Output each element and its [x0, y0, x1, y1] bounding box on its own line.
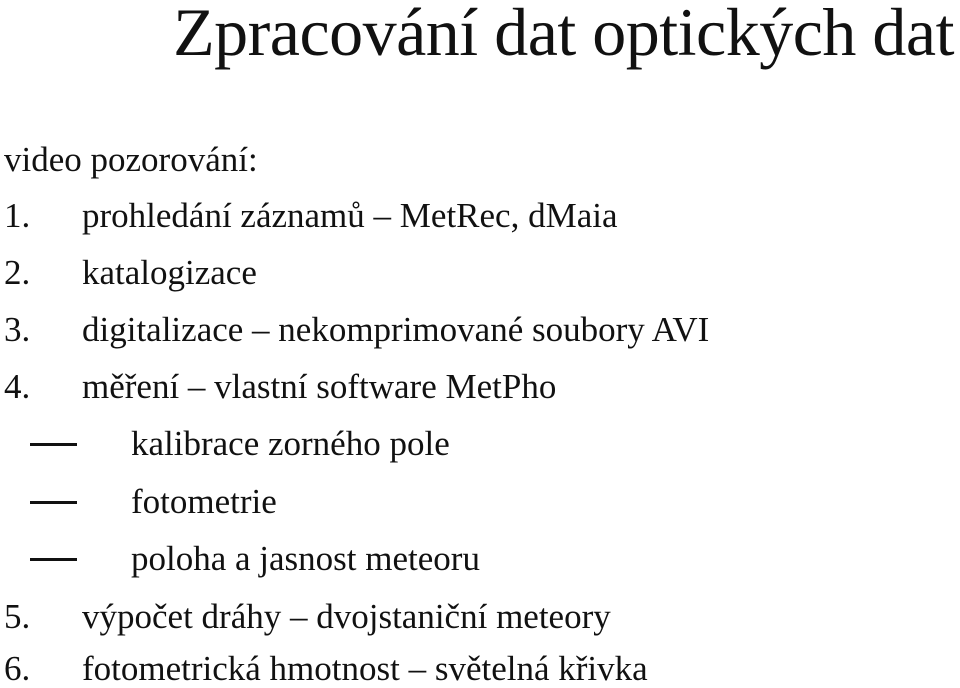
list-item-text: výpočet dráhy – dvojstaniční meteory [82, 597, 611, 636]
sublist-item-text: poloha a jasnost meteoru [131, 539, 480, 578]
list-item-number: 2. [4, 253, 31, 292]
dash-bullet-icon [30, 443, 77, 446]
list-item-text: digitalizace – nekomprimované soubory AVI [82, 310, 710, 349]
list-item-text: měření – vlastní software MetPho [82, 367, 557, 406]
dash-bullet-icon [30, 501, 77, 504]
list-item-text: katalogizace [82, 253, 257, 292]
list-item-number: 6. [4, 649, 31, 688]
list-item-text: prohledání záznamů – MetRec, dMaia [82, 196, 618, 235]
slide-title: Zpracování dat optických dat [173, 0, 954, 70]
list-item-number: 4. [4, 367, 31, 406]
sublist-item-text: kalibrace zorného pole [131, 424, 450, 463]
intro-text: video pozorování: [4, 140, 258, 179]
list-item-number: 5. [4, 597, 31, 636]
list-item-number: 1. [4, 196, 31, 235]
dash-bullet-icon [30, 558, 77, 561]
list-item-text: fotometrická hmotnost – světelná křivka [82, 649, 648, 688]
list-item-number: 3. [4, 310, 31, 349]
sublist-item-text: fotometrie [131, 482, 277, 521]
